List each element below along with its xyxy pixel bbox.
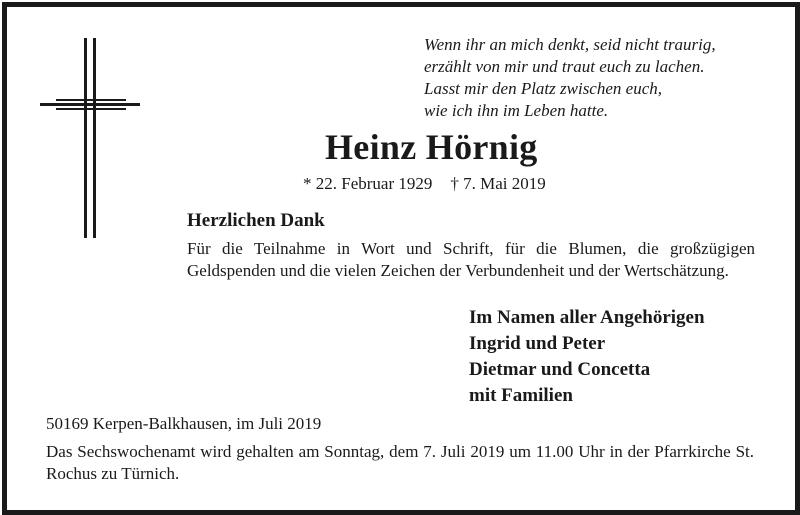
signature-line: mit Familien: [469, 385, 573, 406]
signatures: [469, 305, 705, 409]
life-dates: [303, 174, 546, 194]
thanks-heading: Herzlichen Dank: [187, 210, 325, 231]
signature-line: Ingrid und Peter: [469, 333, 606, 354]
death-date: † 7. Mai 2019: [450, 174, 546, 193]
poem-line: wie ich ihn im Leben hatte.: [424, 101, 609, 120]
deceased-name: Heinz Hörnig: [325, 127, 538, 167]
birth-date: * 22. Februar 1929: [303, 174, 433, 193]
memorial-poem: [424, 34, 784, 122]
cross-icon: [40, 38, 140, 238]
place-date: 50169 Kerpen-Balkhausen, im Juli 2019: [46, 414, 322, 433]
signature-line: Im Namen aller Angehörigen: [469, 307, 705, 328]
poem-line: erzählt von mir und traut euch zu lachen.: [424, 57, 705, 76]
signature-line: Dietmar und Concetta: [469, 359, 651, 380]
service-note: Das Sechswochenamt wird gehalten am Sonntag, dem 7. Juli 2019 um 11.00 Uhr in der Pfarrkirche St. Rochus zu Türnich.: [46, 442, 754, 483]
poem-line: Wenn ihr an mich denkt, seid nicht traurig,: [424, 35, 716, 54]
poem-line: Lasst mir den Platz zwischen euch,: [424, 79, 662, 98]
thanks-body: Für die Teilnahme in Wort und Schrift, für die Blumen, die großzügigen Geldspenden und die vielen Zeichen der Verbundenheit und der Wertschätzung.: [187, 239, 755, 280]
